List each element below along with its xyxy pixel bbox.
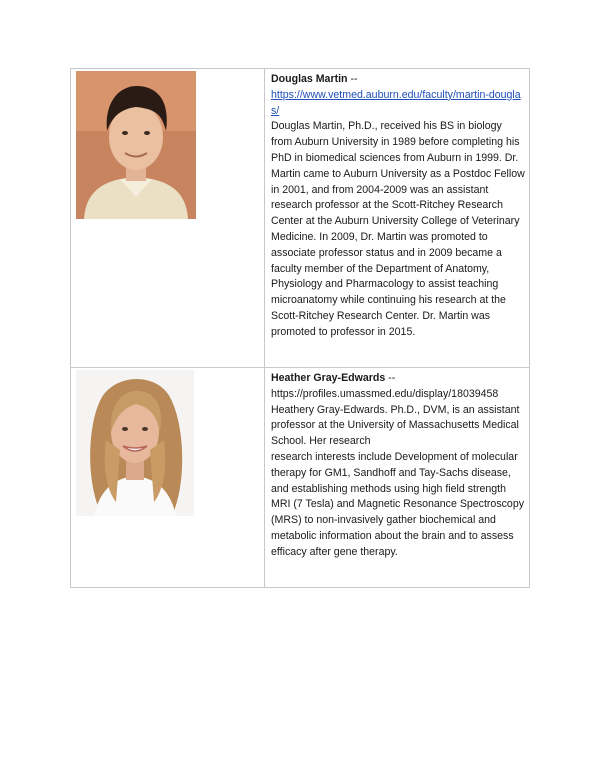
profiles-table bbox=[70, 68, 530, 588]
profile-bio-part1: Heathery Gray-Edwards. Ph.D., DVM, is an assistant professor at the University of Massachusetts Medical School. Her research bbox=[271, 403, 520, 448]
heather-gray-edwards-photo bbox=[76, 370, 194, 516]
profile-url: https://profiles.umassmed.edu/display/18039458 bbox=[271, 387, 499, 400]
profile-name: Douglas Martin bbox=[271, 73, 348, 85]
profile-bio-part2: research interests include Development of molecular therapy for GM1, Sandhoff and Tay-Sachs disease, and establishing methods using high field strength MRI (7 Tesla) and Magnetic Resonance Spectroscopy (MRS) to non-invasively gather biochemical and metabolic information about the brain and to assess efficacy after gene therapy. bbox=[271, 450, 525, 558]
photo-cell bbox=[71, 368, 265, 588]
photo-cell bbox=[71, 69, 265, 368]
profile-link[interactable]: https://www.vetmed.auburn.edu/faculty/martin-douglas/ bbox=[271, 88, 521, 117]
profile-text-cell bbox=[265, 368, 530, 588]
profile-row bbox=[71, 368, 530, 588]
profile-text-cell bbox=[265, 69, 530, 368]
name-separator: -- bbox=[347, 73, 358, 85]
profile-name: Heather Gray-Edwards bbox=[271, 372, 386, 384]
douglas-martin-photo bbox=[76, 71, 196, 219]
name-separator: -- bbox=[385, 372, 396, 384]
profile-bio: Douglas Martin, Ph.D., received his BS in biology from Auburn University in 1989 before completing his PhD in biomedical sciences from Auburn in 1999. Dr. Martin came to Auburn University as a Postdoc Fellow in 2001, and from 2004-2009 was an assistant research professor at the Scott-Ritchey Research Center at the Auburn University College of Veterinary Medicine. In 2009, Dr. Martin was promoted to associate professor status and in 2009 became a faculty member of the Department of Anatomy, Physiology and Pharmacology to assist teaching microanatomy while continuing his research at the Scott-Ritchey Research Center. Dr. Martin was promoted to professor in 2015. bbox=[271, 120, 525, 338]
profile-row bbox=[71, 69, 530, 368]
